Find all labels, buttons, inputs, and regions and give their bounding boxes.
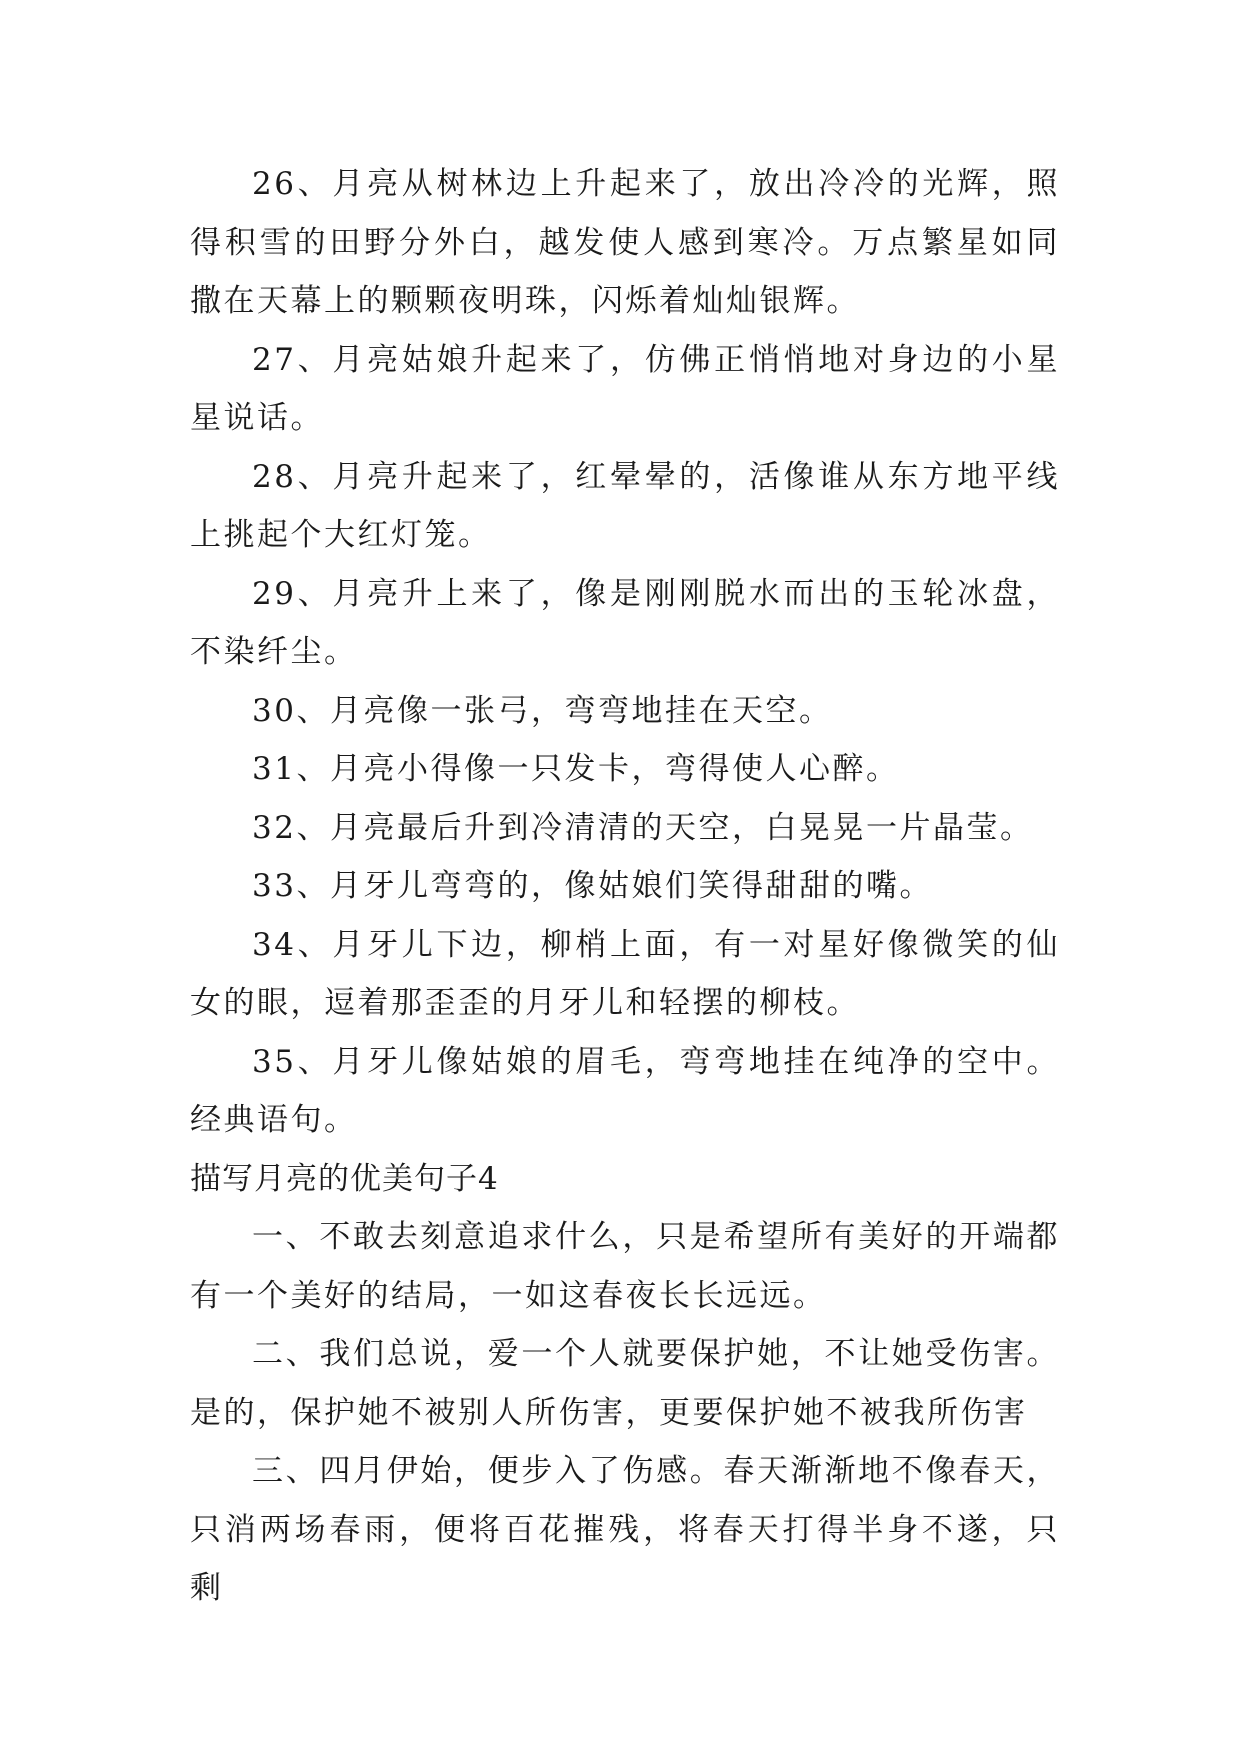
- paragraph-33: 33、月牙儿弯弯的，像姑娘们笑得甜甜的嘴。: [252, 868, 933, 904]
- paragraph-34: 34、月牙儿下边，柳梢上面，有一对星好像微笑的仙女的眼，逗着那歪歪的月牙儿和轻摆的柳枝。: [190, 926, 1060, 1021]
- document-body: [190, 155, 1060, 1618]
- paragraph-26: 26、月亮从树林边上升起来了，放出冷冷的光辉，照得积雪的田野分外白，越发使人感到寒冷。万点繁星如同撒在天幕上的颗颗夜明珠，闪烁着灿灿银辉。: [190, 166, 1060, 319]
- paragraph-two: 二、我们总说，爱一个人就要保护她，不让她受伤害。是的，保护她不被别人所伤害，更要保护她不被我所伤害: [190, 1336, 1060, 1431]
- section-heading: 描写月亮的优美句子4: [190, 1160, 499, 1197]
- paragraph-one: 一、不敢去刻意追求什么，只是希望所有美好的开端都有一个美好的结局，一如这春夜长长远远。: [190, 1219, 1060, 1314]
- paragraph-32: 32、月亮最后升到冷清清的天空，白晃晃一片晶莹。: [252, 809, 1034, 846]
- paragraph-28: 28、月亮升起来了，红晕晕的，活像谁从东方地平线上挑起个大红灯笼。: [190, 458, 1060, 553]
- paragraph-35: 35、月牙儿像姑娘的眉毛，弯弯地挂在纯净的空中。经典语句。: [190, 1043, 1060, 1138]
- paragraph-27: 27、月亮姑娘升起来了，仿佛正悄悄地对身边的小星星说话。: [190, 341, 1060, 436]
- paragraph-three: 三、四月伊始，便步入了伤感。春天渐渐地不像春天，只消两场春雨，便将百花摧残，将春天打得半身不遂，只剩: [190, 1453, 1060, 1606]
- paragraph-29: 29、月亮升上来了，像是刚刚脱水而出的玉轮冰盘，不染纤尘。: [190, 575, 1060, 670]
- paragraph-30: 30、月亮像一张弓，弯弯地挂在天空。: [252, 692, 833, 729]
- paragraph-31: 31、月亮小得像一只发卡，弯得使人心醉。: [252, 751, 900, 787]
